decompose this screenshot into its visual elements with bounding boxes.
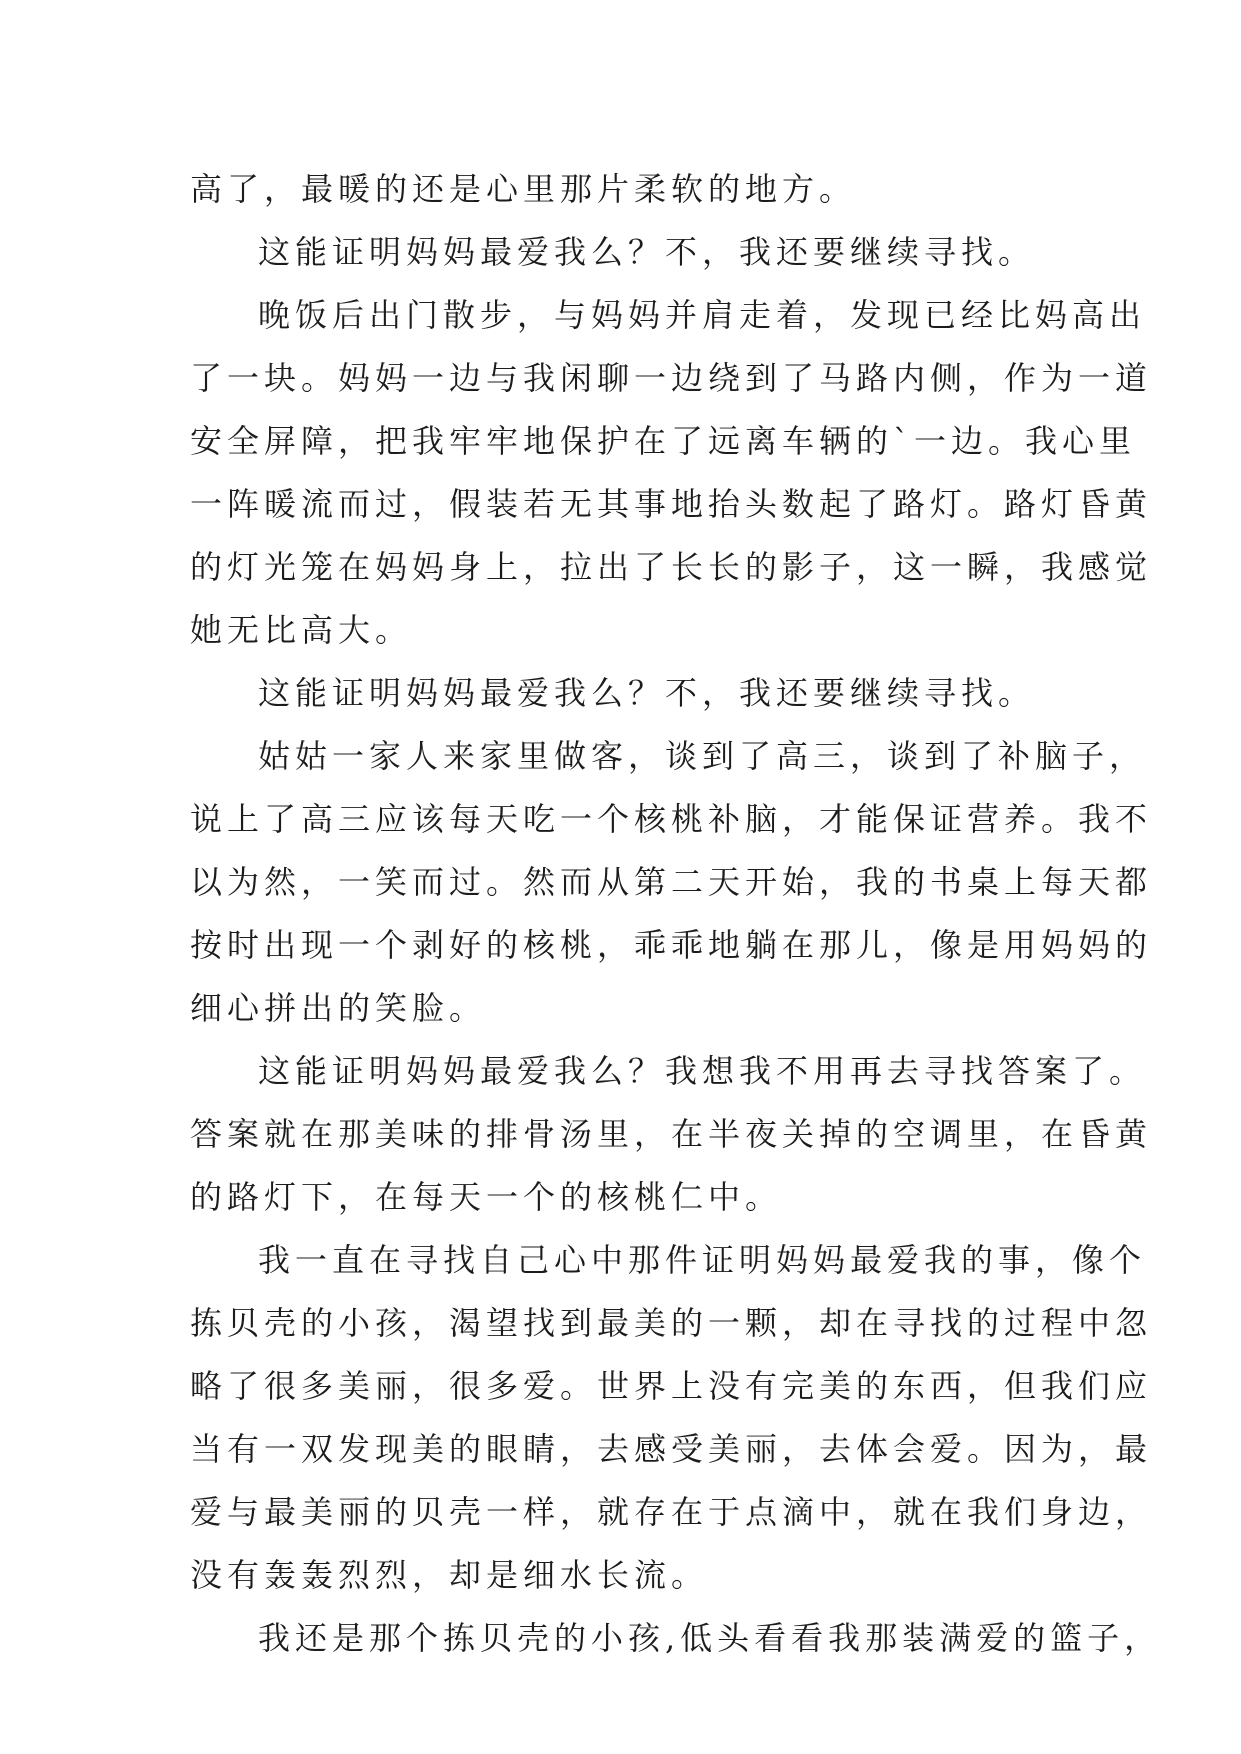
text-line: 当有一双发现美的眼睛，去感受美丽，去体会爱。因为，最: [190, 1430, 1153, 1468]
text-line: 拣贝壳的小孩，渴望找到最美的一颗，却在寻找的过程中忽: [190, 1304, 1153, 1342]
text-line: 我还是那个拣贝壳的小孩,低头看看我那装满爱的篮子，: [258, 1619, 1162, 1657]
text-line: 晚饭后出门散步，与妈妈并肩走着，发现已经比妈高出: [258, 296, 1147, 334]
text-line: 安全屏障，把我牢牢地保护在了远离车辆的`一边。我心里: [190, 422, 1137, 460]
text-line: 的灯光笼在妈妈身上，拉出了长长的影子，这一瞬，我感觉: [190, 548, 1153, 586]
text-line: 的路灯下，在每天一个的核桃仁中。: [190, 1178, 783, 1216]
text-line: 爱与最美丽的贝壳一样，就存在于点滴中，就在我们身边，: [190, 1493, 1153, 1531]
text-line: 她无比高大。: [190, 611, 413, 649]
text-line: 这能证明妈妈最爱我么？我想我不用再去寻找答案了。: [258, 1052, 1147, 1090]
text-line: 答案就在那美味的排骨汤里，在半夜关掉的空调里，在昏黄: [190, 1115, 1153, 1153]
text-line: 略了很多美丽，很多爱。世界上没有完美的东西，但我们应: [190, 1367, 1153, 1405]
text-line: 这能证明妈妈最爱我么？不，我还要继续寻找。: [258, 233, 1036, 271]
text-line: 细心拼出的笑脸。: [190, 989, 487, 1027]
text-line: 没有轰轰烈烈，却是细水长流。: [190, 1556, 709, 1594]
text-line: 高了，最暖的还是心里那片柔软的地方。: [190, 170, 857, 208]
text-line: 了一块。妈妈一边与我闲聊一边绕到了马路内侧，作为一道: [190, 359, 1153, 397]
text-line: 一阵暖流而过，假装若无其事地抬头数起了路灯。路灯昏黄: [190, 485, 1153, 523]
text-line: 我一直在寻找自己心中那件证明妈妈最爱我的事，像个: [258, 1241, 1147, 1279]
text-line: 姑姑一家人来家里做客，谈到了高三，谈到了补脑子，: [258, 737, 1147, 775]
text-line: 这能证明妈妈最爱我么？不，我还要继续寻找。: [258, 674, 1036, 712]
essay-body: [190, 158, 1162, 1670]
text-line: 说上了高三应该每天吃一个核桃补脑，才能保证营养。我不: [190, 800, 1153, 838]
text-line: 按时出现一个剥好的核桃，乖乖地躺在那儿，像是用妈妈的: [190, 926, 1153, 964]
text-line: 以为然，一笑而过。然而从第二天开始，我的书桌上每天都: [190, 863, 1153, 901]
